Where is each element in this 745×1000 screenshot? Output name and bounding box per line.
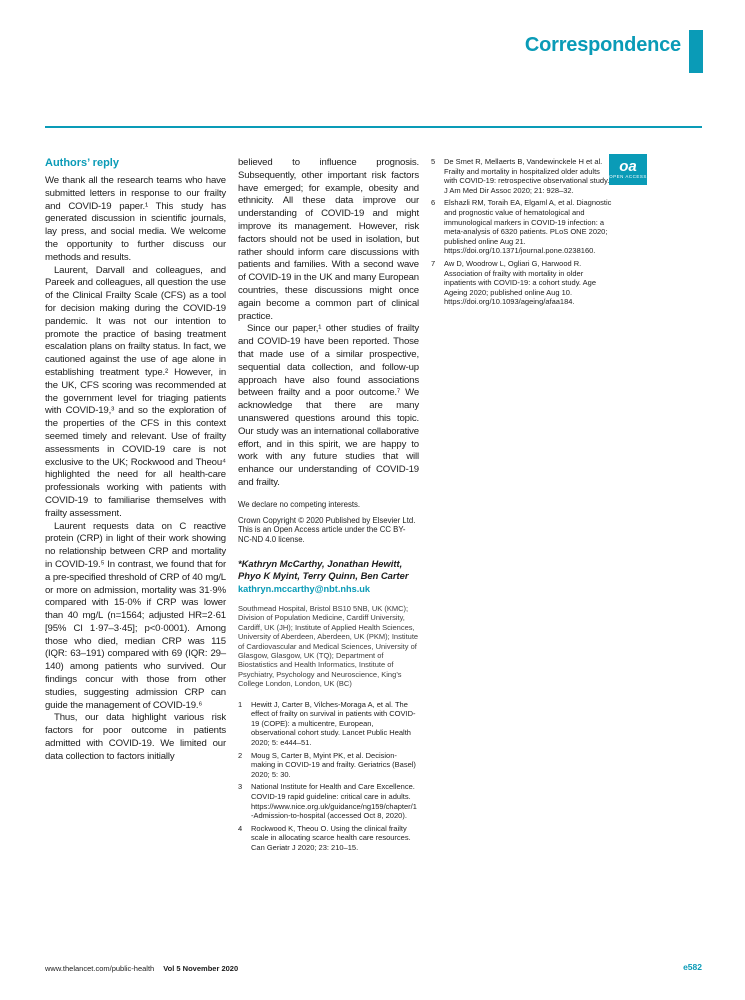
open-access-badge [609,154,647,185]
reference-number: 4 [238,823,243,833]
paragraph-3: Laurent requests data on C reactive protein (CRP) in light of their work showing no relationship between CRP and mortality in COVID-19.⁵ In contrast, we found that for a pre-specified threshold of CRP of 40 mg/L or more on admission, mortality was 31·9% compared with 15·0% if CRP was lower than 40 mg/L (n=1564; adjusted HR=2·61 [95% CI 1·97–3·45]; p<0·0001). Among those who died, median CRP was 115 (IQR: 63–191) compared with 69 (IQR: 29–140) among patients who survived. Our findings concur with those from other studies, suggesting admission CRP can guide the management of COVID-19.⁶ [45,520,226,711]
page-footer [45,964,238,973]
column-2 [238,157,419,855]
reference-number: 7 [431,258,436,268]
paragraph-5: Since our paper,¹ other studies of frailty and COVID-19 have been reported. Those that made use of a similar prospective, sequential data collection, and follow-up approach have also found associations between frailty and a poor outcome.⁷ We acknowledge that there are many unanswered questions around this topic. Our study was an international collaborative effort, and in this spirit, we are happy to work with any future studies that will enhance our understanding of COVID-19 and frailty. [238,323,419,488]
reference-text: Hewitt J, Carter B, Vilches-Moraga A, et al. The effect of frailty on survival in patients with COVID-19 (COPE): a multicentre, European, observational cohort study. Lancet Public Health 2020; 5: e444–51. [251,699,416,747]
footer-issue-info: Vol 5 November 2020 [163,964,239,973]
reference-number: 6 [431,198,436,208]
reference-item-1 [238,700,419,748]
reference-list-5-7 [431,157,612,307]
column-3 [431,157,612,855]
reference-item-4 [238,824,419,853]
page-number: e582 [683,962,702,972]
header-rule [45,126,702,128]
reference-text: Aw D, Woodrow L, Ogliari G, Harwood R. Association of frailty with mortality in older inpatients with COVID-19: a cohort study. Age Ageing 2020; published online Aug 10. https://doi.org/10.1093/ageing/afaa184. [444,258,597,307]
reference-text: National Institute for Health and Care Excellence. COVID-19 rapid guideline: critical care in adults. https://www.nice.org.uk/guidance/ng159/chapter/1-Admission-to-hospital (accessed Oct 8, 2020). [251,782,417,821]
article-columns [45,157,612,855]
affiliations: Southmead Hospital, Bristol BS10 5NB, UK (KMC); Division of Population Medicine, Cardiff University, Cardiff, UK (JH); Institute of Applied Health Sciences, University of Aberdeen, Aberdeen, UK (PKM); Institute of Cardiovascular and Medical Sciences, University of Glasgow, Glasgow, UK (TQ); Department of Biostatistics and Health Informatics, Institute of Psychiatry, Psychology and Neuroscience, King’s College London, London, UK (BC) [238,603,419,689]
footer-journal-url: www.thelancet.com/public-health [45,964,155,973]
reference-text: Elshazli RM, Toraih EA, Elgaml A, et al. Diagnostic and prognostic value of hematological and immunological markers in COVID-19 infection: a meta-analysis of 6320 patients. PLoS ONE 2020; published online Aug 21. https://doi.org/10.1371/journal.pone.0238160. [444,198,612,256]
reference-item-7 [431,259,612,307]
open-access-oa-icon: oa [619,158,637,175]
reference-number: 3 [238,782,243,792]
reference-number: 2 [238,750,243,760]
correspondence-email-link[interactable]: kathryn.mccarthy@nbt.nhs.uk [238,583,370,594]
reference-item-6 [431,198,612,256]
section-title: Correspondence [524,34,681,56]
reference-text: Moug S, Carter B, Myint PK, et al. Decision-making in COVID-19 and frailty. Geriatrics (Basel) 2020; 5: 30. [251,750,416,779]
column-1 [45,157,226,855]
reference-item-2 [238,751,419,780]
header-accent-block [689,30,703,73]
author-names: *Kathryn McCarthy, Jonathan Hewitt, Phyo K Myint, Terry Quinn, Ben Carter [238,557,409,581]
paragraph-4-continued: believed to influence prognosis. Subsequently, other important risk factors have emerged; for example, obesity and ethnicity. All these data improve our understanding of COVID-19 and might improve its management. However, risk factors should not be used in isolation, but rather should inform care discussions with patients and families. With a second wave of COVID-19 in the UK and many European countries, these discussions might once again become a common part of clinical practice. [238,157,419,322]
reference-item-3 [238,782,419,820]
competing-interests-note: We declare no competing interests. [238,499,361,509]
reference-number: 5 [431,157,436,166]
open-access-caption: OPEN ACCESS [609,174,647,179]
reference-text: Rockwood K, Theou O. Using the clinical frailty scale in allocating scarce health care resources. Can Geriatr J 2020; 23: 210–15. [251,823,411,852]
reference-number: 1 [238,699,243,709]
reference-item-5 [431,157,612,195]
copyright-note: Crown Copyright © 2020 Published by Elsevier Ltd. This is an Open Access article under the CC BY-NC-ND 4.0 license. [238,515,416,545]
paragraph-2: Laurent, Darvall and colleagues, and Pareek and colleagues, all question the use of the Clinical Frailty Scale (CFS) as a tool for decision making during the COVID-19 pandemic. It was not our intention to promote the practice of basing treatment escalation plans on frailty status. In fact, we cautioned against the use of age alone in establishing treatment type.² However, in the UK, CFS scoring was recommended at the government level for triaging patients with COVID-19,³ and so the exploration of the properties of the CFS in this context seemed timely and relevant. Use of frailty assessments in COVID-19 care is not exclusive to the UK; Rockwood and Theou⁴ highlighted the need for all health-care professionals working with patients with COVID-19 to familiarise themselves with frailty assessment. [45,264,226,519]
paragraph-1: We thank all the research teams who have submitted letters in response to our frailty and COVID-19 paper.¹ This study has generated discussion in scientific journals, lay press, and social media. We welcome the opportunity to further discuss our methods and results. [45,175,226,263]
reference-text: De Smet R, Mellaerts B, Vandewinckele H et al. Frailty and mortality in hospitalized older adults with COVID-19: retrospective observational study. J Am Med Dir Assoc 2020; 21: 928–32. [444,157,610,195]
reference-list-1-4 [238,700,419,853]
article-title: Authors’ reply [45,157,119,169]
paragraph-4: Thus, our data highlight various risk factors for poor outcome in patients admitted with COVID-19. We limited our data collection to factors initially [45,712,226,762]
